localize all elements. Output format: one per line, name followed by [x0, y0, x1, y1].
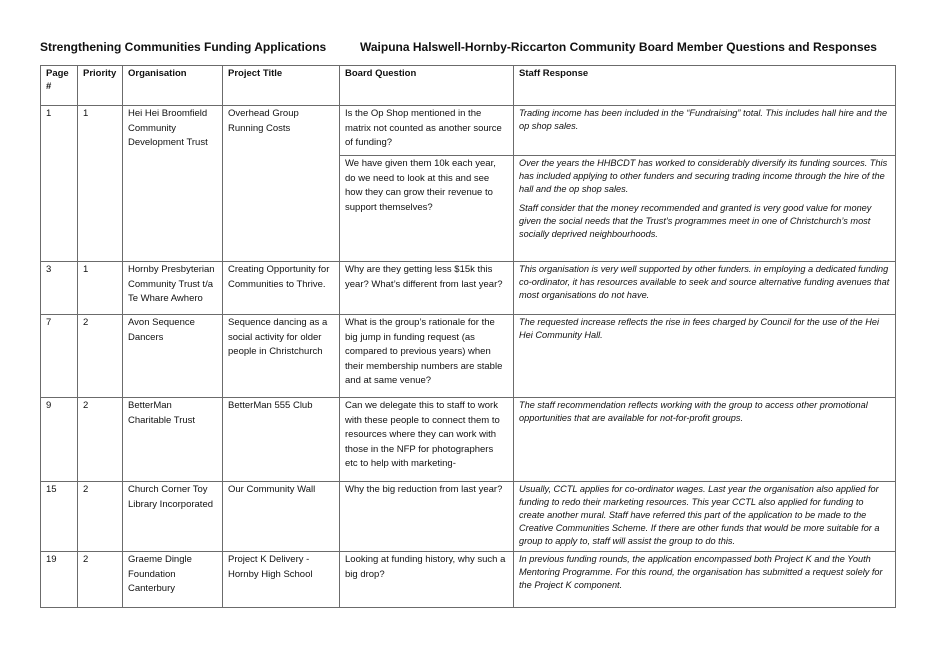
table-row — [41, 106, 896, 156]
cell-priority: 2 — [78, 315, 123, 398]
response-paragraph: Over the years the HHBCDT has worked to considerably diversify its funding sources. This has included applying to other funders and securing trading income through the hire of the hall and the op shop sales. — [519, 158, 888, 194]
table-row — [41, 398, 896, 482]
response-paragraph: Trading income has been included in the “Fundraising” total. This includes hall hire and the op shop sales. — [519, 108, 888, 131]
col-header-board-question: Board Question — [340, 66, 514, 106]
cell-organisation: Hei Hei Broomfield Community Development Trust — [123, 106, 223, 262]
cell-project-title: Sequence dancing as a social activity for older people in Christchurch — [223, 315, 340, 398]
col-header-project-title: Project Title — [223, 66, 340, 106]
cell-page: 1 — [41, 106, 78, 262]
cell-board-question: Why are they getting less $15k this year? What’s different from last year? — [340, 262, 514, 315]
cell-board-question: Can we delegate this to staff to work with these people to connect them to resources where they can work with those in the NFP for photographers etc to help with marketing- — [340, 398, 514, 482]
cell-board-question: Why the big reduction from last year? — [340, 482, 514, 552]
response-paragraph: This organisation is very well supported by other funders. in employing a dedicated funding co-ordinator, it has resources available to seek and source alternative funding avenues that most organisations do not have. — [519, 264, 890, 300]
cell-project-title: BetterMan 555 Club — [223, 398, 340, 482]
response-paragraph: The staff recommendation reflects working with the group to access other promotional opportunities that are available for not-for-profit groups. — [519, 400, 868, 423]
cell-project-title: Project K Delivery - Hornby High School — [223, 552, 340, 608]
questions-table — [40, 65, 896, 608]
cell-staff-response — [514, 156, 896, 262]
cell-priority: 2 — [78, 398, 123, 482]
cell-project-title: Creating Opportunity for Communities to Thrive. — [223, 262, 340, 315]
cell-priority: 1 — [78, 106, 123, 262]
cell-organisation: Avon Sequence Dancers — [123, 315, 223, 398]
document-title: Strengthening Communities Funding Applications — [40, 40, 327, 54]
cell-priority: 1 — [78, 262, 123, 315]
col-header-priority: Priority — [78, 66, 123, 106]
response-paragraph: The requested increase reflects the rise in fees charged by Council for the use of the Hei Hei Community Hall. — [519, 317, 880, 340]
cell-page: 7 — [41, 315, 78, 398]
cell-priority: 2 — [78, 552, 123, 608]
cell-project-title: Our Community Wall — [223, 482, 340, 552]
table-row — [41, 262, 896, 315]
cell-staff-response — [514, 315, 896, 398]
col-header-staff-response: Staff Response — [514, 66, 896, 106]
response-paragraph: Usually, CCTL applies for co-ordinator wages. Last year the organisation also applied for funding to redo their marketing resources. This year CCTL also applied for funding to create another mural. Staff have referred this part of the application to be made to the Creative Communities Scheme. If there are other funds that would be more suitable for a group to apply to, staff will assist the group to do this. — [519, 484, 880, 546]
cell-organisation: BetterMan Charitable Trust — [123, 398, 223, 482]
cell-board-question: We have given them 10k each year, do we need to look at this and see how they can grow their revenue to support themselves? — [340, 156, 514, 262]
cell-organisation: Church Corner Toy Library Incorporated — [123, 482, 223, 552]
cell-page: 3 — [41, 262, 78, 315]
table-row — [41, 482, 896, 552]
cell-staff-response — [514, 552, 896, 608]
cell-organisation: Hornby Presbyterian Community Trust t/a Te Whare Awhero — [123, 262, 223, 315]
cell-staff-response — [514, 398, 896, 482]
cell-priority: 2 — [78, 482, 123, 552]
cell-page: 19 — [41, 552, 78, 608]
table-row — [41, 552, 896, 608]
cell-page: 9 — [41, 398, 78, 482]
cell-staff-response — [514, 482, 896, 552]
cell-staff-response — [514, 106, 896, 156]
col-header-organisation: Organisation — [123, 66, 223, 106]
table-row — [41, 315, 896, 398]
cell-board-question: Is the Op Shop mentioned in the matrix not counted as another source of funding? — [340, 106, 514, 156]
response-paragraph: In previous funding rounds, the application encompassed both Project K and the Youth Mentoring Programme. For this round, the organisation has submitted a request solely for the Project K component. — [519, 554, 883, 590]
cell-board-question: What is the group’s rationale for the big jump in funding request (as compared to previous years) when their membership numbers are stable and at same venue? — [340, 315, 514, 398]
cell-staff-response — [514, 262, 896, 315]
document-subtitle: Waipuna Halswell-Hornby-Riccarton Community Board Member Questions and Responses — [360, 40, 877, 54]
cell-page: 15 — [41, 482, 78, 552]
col-header-page: Page # — [41, 66, 78, 106]
response-paragraph: Staff consider that the money recommended and granted is very good value for money given the social needs that the Trust’s programmes meet in one of Christchurch’s most socially deprived neighbourhoods. — [519, 203, 872, 239]
cell-organisation: Graeme Dingle Foundation Canterbury — [123, 552, 223, 608]
cell-project-title: Overhead Group Running Costs — [223, 106, 340, 262]
cell-board-question: Looking at funding history, why such a big drop? — [340, 552, 514, 608]
table-header-row — [41, 66, 896, 106]
